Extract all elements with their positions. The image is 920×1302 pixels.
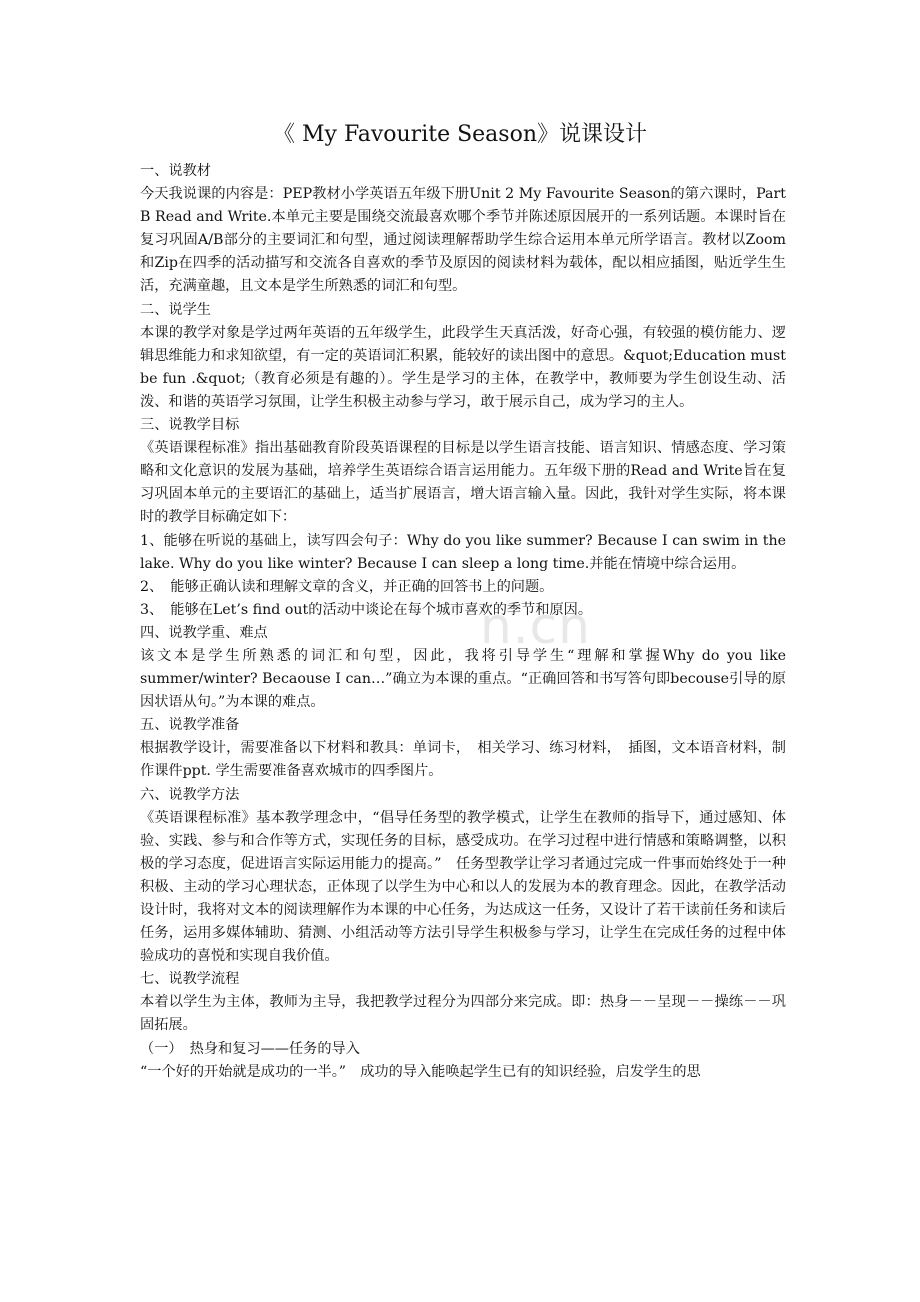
watermark: n.cn [480, 597, 591, 655]
section-heading-5: 五、说教学准备 [140, 717, 240, 734]
section-heading-3: 三、说教学目标 [140, 417, 240, 434]
objective-item-3: 3、 能够在Let’s find out的活动中谈论在每个城市喜欢的季节和原因。 [140, 601, 593, 618]
section-heading-7: 七、说教学流程 [140, 971, 240, 988]
document-body [140, 160, 786, 1084]
paragraph-process: 本着以学生为主体，教师为主导，我把教学过程分为四部分来完成。即：热身－－呈现－－操练－－巩固拓展。 [140, 994, 786, 1034]
paragraph-key-points: 该文本是学生所熟悉的词汇和句型，因此，我将引导学生“理解和掌握Why do you like summer/winter? Becaouse I can…”确立为本课的重点。“正确回答和书写答句即becouse引导的原因状语从句。”为本课的难点。 [140, 647, 786, 711]
document-title: 《 My Favourite Season》说课设计 [273, 122, 647, 147]
objective-item-1: 1、能够在听说的基础上，读写四会句子：Why do you like summer? Because I can swim in the lake. Why do you like winter? Because I can sleep a long time.并能在情境中综合运用。 [140, 532, 786, 572]
section-heading-4: 四、说教学重、难点 [140, 624, 268, 641]
paragraph-textbook: 今天我说课的内容是：PEP教材小学英语五年级下册Unit 2 My Favourite Season的第六课时，Part B Read and Write.本单元主要是围绕交流最喜欢哪个季节并陈述原因展开的一系列话题。本课时旨在复习巩固A/B部分的主要词汇和句型，通过阅读理解帮助学生综合运用本单元所学语言。教材以Zoom和Zip在四季的活动描写和交流各自喜欢的季节及原因的阅读材料为载体，配以相应插图，贴近学生生活，充满童趣，且文本是学生所熟悉的词汇和句型。 [140, 186, 786, 295]
section-heading-1: 一、说教材 [140, 163, 211, 179]
paragraph-preparation: 根据教学设计，需要准备以下材料和教具：单词卡， 相关学习、练习材料， 插图，文本语音材料，制作课件ppt. 学生需要准备喜欢城市的四季图片。 [140, 740, 786, 780]
paragraph-objectives: 《英语课程标准》指出基础教育阶段英语课程的目标是以学生语言技能、语言知识、情感态度、学习策略和文化意识的发展为基础，培养学生英语综合语言运用能力。五年级下册的Read and Write旨在复习巩固本单元的主要语汇的基础上，适当扩展语言，增大语言输入量。因此，我针对学生实际，将本课时的教学目标确定如下： [140, 440, 786, 526]
section-heading-2: 二、说学生 [140, 301, 211, 318]
paragraph-methods: 《英语课程标准》基本教学理念中，“倡导任务型的教学模式，让学生在教师的指导下，通过感知、体验、实践、参与和合作等方式，实现任务的目标，感受成功。在学习过程中进行情感和策略调整，以积极的学习态度，促进语言实际运用能力的提高。” 任务型教学让学习者通过完成一件事而始终处于一种积极、主动的学习心理状态，正体现了以学生为中心和以人的发展为本的教育理念。因此，在教学活动设计时，我将对文本的阅读理解作为本课的中心任务，为达成这一任务，又设计了若干读前任务和读后任务，运用多媒体辅助、猜测、小组活动等方法引导学生积极参与学习，让学生在完成任务的过程中体验成功的喜悦和实现自我价值。 [140, 809, 786, 965]
subsection-heading-1: （一） 热身和复习——任务的导入 [140, 1040, 360, 1057]
section-heading-6: 六、说教学方法 [140, 786, 240, 803]
paragraph-warmup: “一个好的开始就是成功的一半。” 成功的导入能唤起学生已有的知识经验，启发学生的思 [140, 1063, 701, 1080]
objective-item-2: 2、 能够正确认读和理解文章的含义，并正确的回答书上的问题。 [140, 578, 554, 595]
paragraph-students: 本课的教学对象是学过两年英语的五年级学生，此段学生天真活泼，好奇心强，有较强的模仿能力、逻辑思维能力和求知欲望，有一定的英语词汇积累，能较好的读出图中的意思。&quot;Education must be fun .&quot;（教育必须是有趣的）。学生是学习的主体，在教学中，教师要为学生创设生动、活泼、和谐的英语学习氛围，让学生积极主动参与学习，敢于展示自己，成为学习的主人。 [140, 324, 786, 410]
